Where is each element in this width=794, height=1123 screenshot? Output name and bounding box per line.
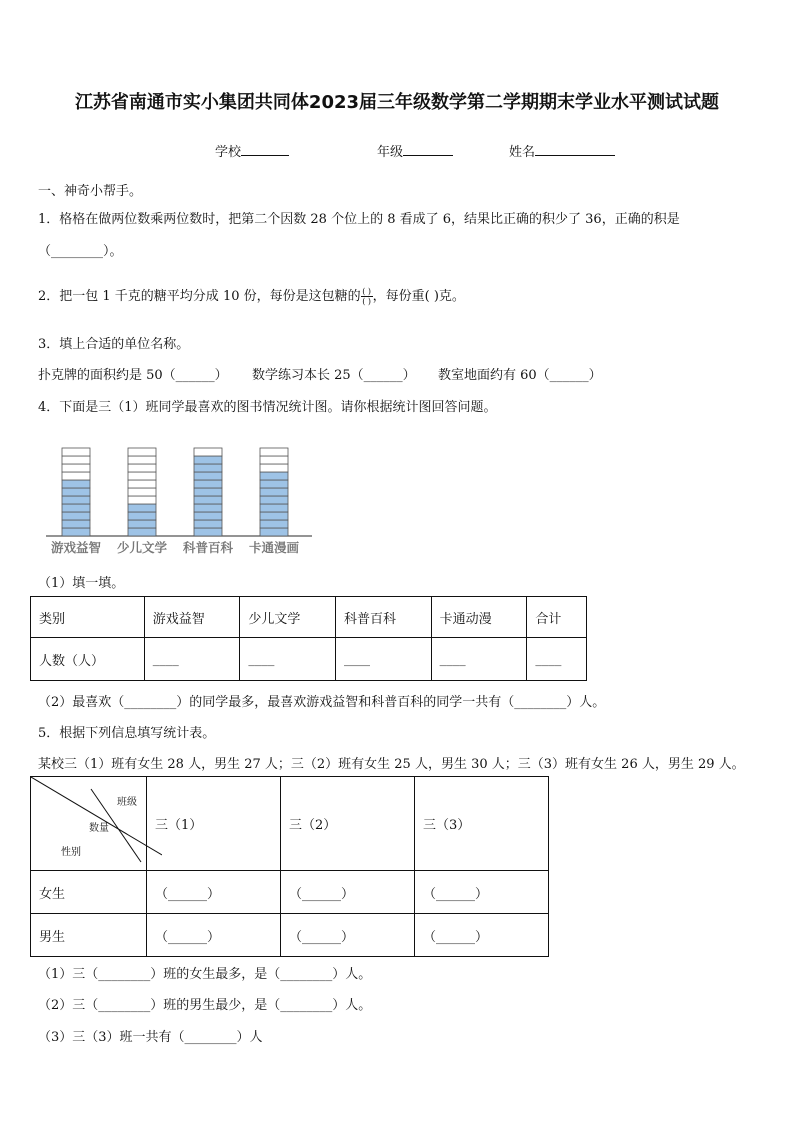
bar-2 (128, 448, 156, 536)
question-1-line2: （________）。 (38, 244, 123, 259)
bar-cell (62, 520, 90, 528)
table-header: 类别 (31, 597, 145, 638)
category-label: 少儿文学 (116, 540, 168, 555)
question-2-text: 2．把一包 1 千克的糖平均分成 10 份，每份是这包糖的 (38, 289, 361, 304)
column-header: 三（3） (415, 777, 549, 871)
bar-cell (260, 456, 288, 464)
table-header: 卡通动漫 (431, 597, 527, 638)
bar-cell (260, 512, 288, 520)
bar-cell (194, 520, 222, 528)
fraction-blank (361, 287, 373, 306)
bar-cell (128, 480, 156, 488)
diag-gender-label: 性别 (61, 847, 81, 858)
bar-cell (260, 520, 288, 528)
table-header: 科普百科 (336, 597, 432, 638)
table-header-row (31, 597, 587, 638)
question-1-line1: 1．格格在做两位数乘两位数时，把第二个因数 28 个位上的 8 看成了 6，结果比正确的积少了 36，正确的积是 (38, 212, 680, 227)
table-header: 游戏益智 (144, 597, 240, 638)
answer-blank[interactable]: ____ (336, 638, 432, 681)
question-5-answer: （1）三（________）班的女生最多，是（________）人。 (38, 967, 372, 982)
row-label: 女生 (31, 871, 147, 914)
category-label: 卡通漫画 (248, 540, 300, 555)
answer-blank[interactable]: （______） (147, 914, 281, 957)
answer-blank[interactable]: ____ (431, 638, 527, 681)
row-label: 男生 (31, 914, 147, 957)
question-4-sub1: （1）填一填。 (38, 576, 125, 591)
answer-blank[interactable]: ____ (240, 638, 336, 681)
section-1-heading: 一、神奇小帮手。 (38, 184, 143, 199)
diag-count-label: 数量 (89, 823, 109, 834)
bar-cell (62, 496, 90, 504)
books-table (30, 596, 587, 681)
bar-cell (128, 464, 156, 472)
bar-cell (128, 520, 156, 528)
bar-cell (194, 448, 222, 456)
bar-cell (62, 512, 90, 520)
school-blank[interactable] (241, 143, 289, 156)
bar-cell (260, 472, 288, 480)
grade-blank[interactable] (403, 143, 453, 156)
grade-label: 年级 (377, 145, 404, 160)
answer-blank[interactable]: （______） (415, 914, 549, 957)
bar-cell (260, 496, 288, 504)
question-2 (38, 285, 465, 306)
bar-cell (62, 488, 90, 496)
school-field (215, 141, 289, 160)
question-3-item: 扑克牌的面积约是 50（______） (38, 368, 228, 383)
answer-blank[interactable]: ____ (527, 638, 587, 681)
bar-cell (128, 496, 156, 504)
bar-cell (194, 472, 222, 480)
name-label: 姓名 (509, 145, 536, 160)
question-3-title: 3．填上合适的单位名称。 (38, 337, 190, 352)
question-5-info: 某校三（1）班有女生 28 人，男生 27 人；三（2）班有女生 25 人，男生 30 人；三（3）班有女生 26 人，男生 29 人。 (38, 757, 745, 772)
column-header: 三（1） (147, 777, 281, 871)
bar-cell (260, 480, 288, 488)
bar-cell (194, 480, 222, 488)
column-header: 三（2） (281, 777, 415, 871)
category-label: 科普百科 (182, 540, 234, 555)
bar-cell (260, 448, 288, 456)
row-label: 人数（人） (31, 638, 145, 681)
bar-cell (128, 512, 156, 520)
bar-cell (62, 456, 90, 464)
answer-blank[interactable]: ____ (144, 638, 240, 681)
answer-blank[interactable]: （______） (415, 871, 549, 914)
name-field (509, 141, 615, 160)
school-label: 学校 (215, 145, 242, 160)
bar-cell (62, 504, 90, 512)
bar-1 (62, 448, 90, 536)
bar-cell (62, 528, 90, 536)
grade-field (377, 141, 453, 160)
question-5-title: 5．根据下列信息填写统计表。 (38, 726, 216, 741)
diagonal-header (31, 777, 147, 871)
bar-4 (260, 448, 288, 536)
bar-cell (194, 512, 222, 520)
diag-class-label: 班级 (117, 797, 137, 808)
bar-cell (62, 480, 90, 488)
answer-blank[interactable]: （______） (281, 914, 415, 957)
bar-3 (194, 448, 222, 536)
bar-cell (194, 464, 222, 472)
page-title: 江苏省南通市实小集团共同体2023届三年级数学第二学期期末学业水平测试试题 (74, 92, 720, 113)
bar-cell (62, 464, 90, 472)
bar-cell (194, 496, 222, 504)
question-5-answer: （2）三（________）班的男生最少，是（________）人。 (38, 998, 372, 1013)
gender-table (30, 776, 549, 957)
name-blank[interactable] (535, 143, 615, 156)
answer-blank[interactable]: （______） (147, 871, 281, 914)
bar-cell (128, 504, 156, 512)
bar-cell (128, 528, 156, 536)
table-header: 少儿文学 (240, 597, 336, 638)
bar-cell (62, 472, 90, 480)
answer-blank[interactable]: （______） (281, 871, 415, 914)
bar-cell (260, 488, 288, 496)
fraction-numerator: ( ) (362, 287, 372, 296)
table-row (31, 914, 549, 957)
bar-cell (62, 448, 90, 456)
bar-cell (260, 528, 288, 536)
bar-cell (128, 472, 156, 480)
question-5-answer: （3）三（3）班一共有（________）人 (38, 1030, 263, 1045)
bar-cell (128, 448, 156, 456)
fraction-denominator: ( ) (362, 297, 372, 306)
table-row (31, 871, 549, 914)
question-3-item: 数学练习本长 25（______） (252, 368, 416, 383)
question-2-tail: ，每份重( )克。 (372, 289, 465, 304)
bar-cell (194, 504, 222, 512)
category-label: 游戏益智 (50, 540, 102, 555)
bar-cell (260, 464, 288, 472)
bar-cell (128, 456, 156, 464)
bar-cell (260, 504, 288, 512)
bar-cell (194, 488, 222, 496)
bar-cell (194, 456, 222, 464)
bar-cell (128, 488, 156, 496)
table-header: 合计 (527, 597, 587, 638)
table-row (31, 638, 587, 681)
bar-chart (40, 420, 320, 560)
table-header-row (31, 777, 549, 871)
question-4-title: 4．下面是三（1）班同学最喜欢的图书情况统计图。请你根据统计图回答问题。 (38, 400, 497, 415)
question-3-item: 教室地面约有 60（______） (438, 368, 602, 383)
bar-cell (194, 528, 222, 536)
question-4-sub2: （2）最喜欢（________）的同学最多，最喜欢游戏益智和科普百科的同学一共有（________）人。 (38, 695, 606, 710)
